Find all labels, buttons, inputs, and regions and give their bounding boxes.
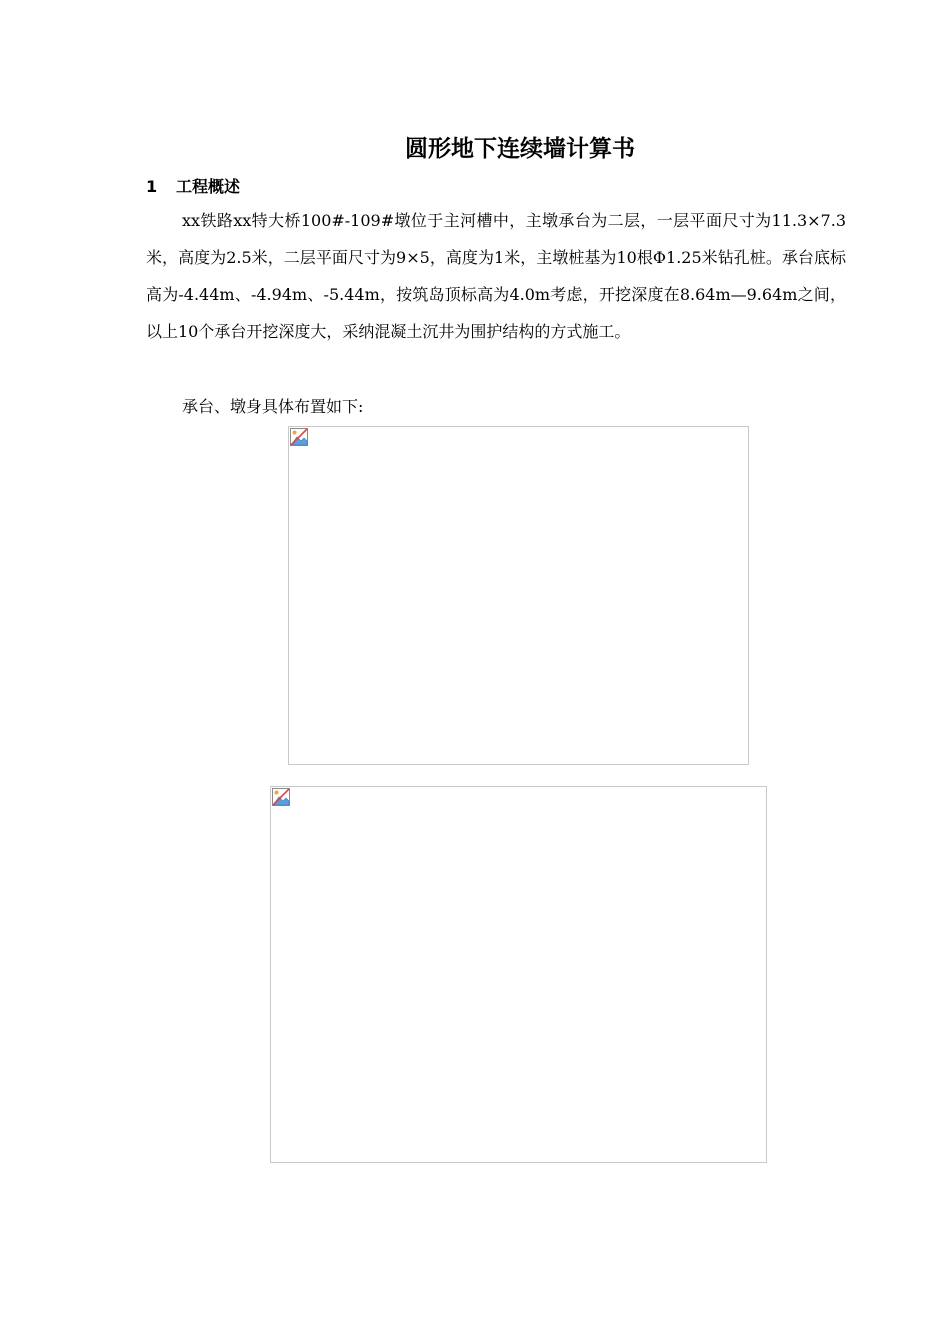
section-title: 工程概述	[176, 177, 241, 196]
section-heading	[146, 175, 240, 199]
overview-paragraph: xx铁路xx特大桥100#-109#墩位于主河槽中，主墩承台为二层，一层平面尺寸为11.3×7.3米，高度为2.5米，二层平面尺寸为9×5，高度为1米，主墩桩基为10根Φ1.25米钻孔桩。承台底标高为-4.44m、-4.94m、-5.44m，按筑岛顶标高为4.0m考虑，开挖深度在8.64m—9.64m之间，以上10个承台开挖深度大，采纳混凝土沉井为围护结构的方式施工。	[146, 211, 846, 341]
broken-image-icon	[272, 788, 290, 806]
figure-placeholder-2	[270, 786, 767, 1163]
layout-intro-paragraph: 承台、墩身具体布置如下:	[182, 397, 364, 416]
figure-placeholder-1	[288, 426, 749, 765]
broken-image-icon	[290, 428, 308, 446]
section-number: 1	[146, 177, 158, 196]
document-title: 圆形地下连续墙计算书	[405, 136, 635, 162]
